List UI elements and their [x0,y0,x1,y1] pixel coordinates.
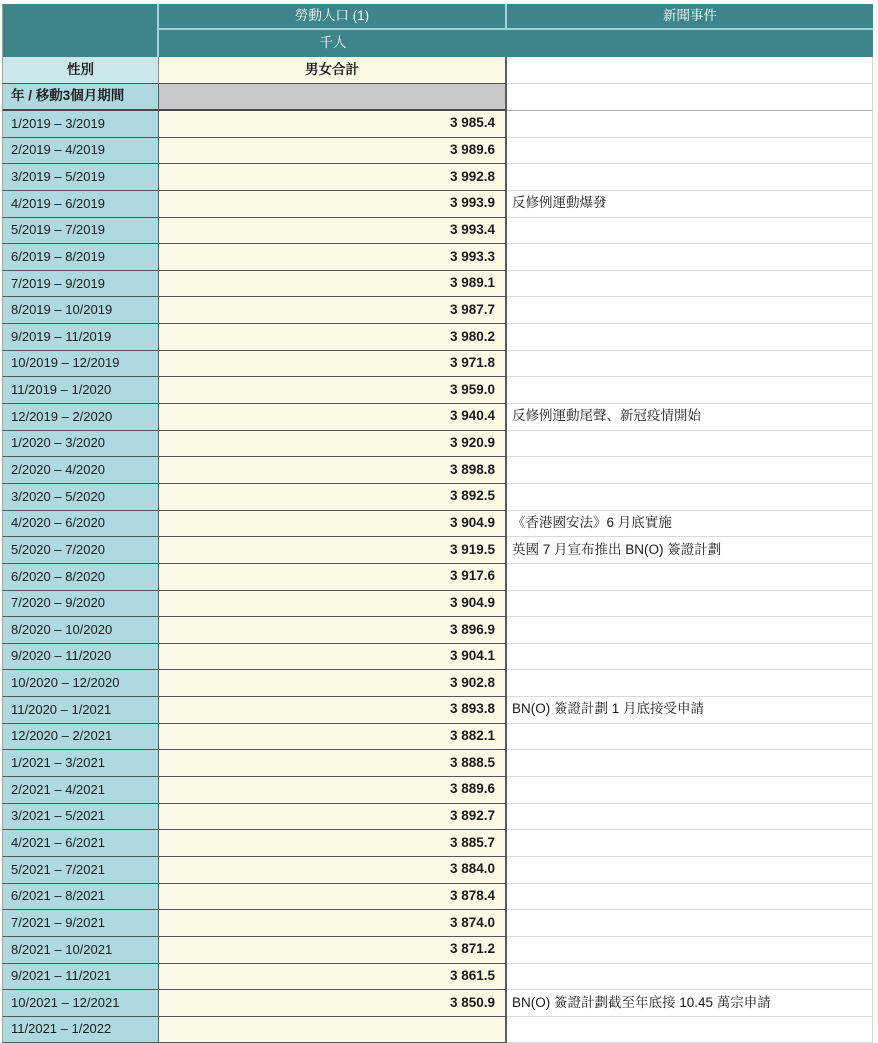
news-cell[interactable] [507,617,873,644]
period-cell[interactable]: 12/2020 – 2/2021 [2,724,159,751]
news-cell[interactable]: 《香港國安法》6 月底實施 [507,511,873,538]
period-cell[interactable]: 5/2019 – 7/2019 [2,218,159,245]
period-cell[interactable]: 3/2021 – 5/2021 [2,804,159,831]
news-cell[interactable]: BN(O) 簽證計劃截至年底接 10.45 萬宗申請 [507,990,873,1017]
period-cell[interactable]: 10/2021 – 12/2021 [2,990,159,1017]
period-cell[interactable]: 4/2020 – 6/2020 [2,511,159,538]
series-label-cell[interactable]: 男女合計 [159,57,507,84]
period-header-row [2,84,878,111]
news-unit-blank-cell[interactable] [507,30,873,57]
value-cell[interactable]: 3 993.3 [159,244,507,271]
news-cell[interactable] [507,484,873,511]
value-cell[interactable]: 3 987.7 [159,297,507,324]
value-cell[interactable] [159,1017,507,1043]
news-cell[interactable] [507,377,873,404]
period-cell[interactable]: 6/2021 – 8/2021 [2,884,159,911]
news-cell[interactable] [507,218,873,245]
period-cell[interactable]: 11/2021 – 1/2022 [2,1017,159,1043]
news-cell[interactable] [507,670,873,697]
news-cell[interactable] [507,351,873,378]
news-cell[interactable] [507,884,873,911]
period-cell[interactable]: 4/2019 – 6/2019 [2,191,159,218]
news-cell[interactable] [507,804,873,831]
table-row [2,431,878,458]
news-cell[interactable] [507,830,873,857]
period-cell[interactable]: 4/2021 – 6/2021 [2,830,159,857]
value-cell[interactable]: 3 985.4 [159,111,507,138]
news-cell[interactable]: 反修例運動尾聲、新冠疫情開始 [507,404,873,431]
corner-header-cell[interactable] [2,4,159,57]
news-cell[interactable] [507,564,873,591]
period-cell[interactable]: 10/2019 – 12/2019 [2,351,159,378]
period-cell[interactable]: 7/2020 – 9/2020 [2,591,159,618]
value-cell[interactable]: 3 861.5 [159,964,507,991]
news-cell[interactable] [507,431,873,458]
value-cell[interactable]: 3 882.1 [159,724,507,751]
period-cell[interactable]: 8/2020 – 10/2020 [2,617,159,644]
period-cell[interactable]: 7/2019 – 9/2019 [2,271,159,298]
value-cell[interactable]: 3 971.8 [159,351,507,378]
table-body [2,111,878,1043]
value-cell[interactable]: 3 993.9 [159,191,507,218]
table-row [2,297,878,324]
news-title-cell[interactable]: 新聞事件 [507,4,873,30]
value-cell[interactable]: 3 992.8 [159,164,507,191]
value-cell[interactable]: 3 993.4 [159,218,507,245]
value-cell[interactable]: 3 904.9 [159,591,507,618]
news-cell[interactable]: 反修例運動爆發 [507,191,873,218]
value-cell[interactable]: 3 959.0 [159,377,507,404]
table-row [2,750,878,777]
value-cell[interactable]: 3 874.0 [159,910,507,937]
value-cell[interactable]: 3 850.9 [159,990,507,1017]
table-row [2,644,878,671]
table-row [2,377,878,404]
sex-header-row [2,57,878,84]
period-cell[interactable]: 3/2020 – 5/2020 [2,484,159,511]
value-cell[interactable]: 3 884.0 [159,857,507,884]
news-cell[interactable] [507,271,873,298]
news-cell[interactable] [507,138,873,165]
table-row [2,324,878,351]
table-row [2,484,878,511]
period-cell[interactable]: 3/2019 – 5/2019 [2,164,159,191]
period-cell[interactable]: 11/2020 – 1/2021 [2,697,159,724]
news-cell[interactable] [507,111,873,138]
value-cell[interactable]: 3 904.9 [159,511,507,538]
period-cell[interactable]: 1/2020 – 3/2020 [2,431,159,458]
news-cell[interactable] [507,964,873,991]
news-cell[interactable] [507,324,873,351]
sex-row-news-blank-cell[interactable] [507,57,873,84]
table-row [2,404,878,431]
period-cell[interactable]: 9/2020 – 11/2020 [2,644,159,671]
period-cell[interactable]: 12/2019 – 2/2020 [2,404,159,431]
table-row [2,617,878,644]
table-row [2,111,878,138]
news-cell[interactable] [507,244,873,271]
table-row [2,351,878,378]
value-cell[interactable]: 3 878.4 [159,884,507,911]
table-row [2,164,878,191]
table-row [2,884,878,911]
table-row [2,804,878,831]
news-cell[interactable] [507,644,873,671]
value-cell[interactable]: 3 892.7 [159,804,507,831]
table-row [2,591,878,618]
table-row [2,218,878,245]
period-cell[interactable]: 6/2019 – 8/2019 [2,244,159,271]
news-cell[interactable] [507,1017,873,1043]
value-cell[interactable]: 3 917.6 [159,564,507,591]
period-cell[interactable]: 9/2021 – 11/2021 [2,964,159,991]
value-cell[interactable]: 3 888.5 [159,750,507,777]
period-cell[interactable]: 5/2021 – 7/2021 [2,857,159,884]
news-cell[interactable]: BN(O) 簽證計劃 1 月底接受申請 [507,697,873,724]
unit-cell[interactable]: 千人 [159,30,507,57]
value-cell[interactable]: 3 892.5 [159,484,507,511]
value-cell[interactable]: 3 889.6 [159,777,507,804]
table-row [2,564,878,591]
table-row [2,724,878,751]
news-cell[interactable] [507,724,873,751]
news-cell[interactable] [507,591,873,618]
table-header [2,4,878,57]
group-title-cell[interactable]: 勞動人口 (1) [159,4,507,30]
sex-label-cell[interactable]: 性別 [2,57,159,84]
value-cell[interactable]: 3 989.6 [159,138,507,165]
value-cell[interactable]: 3 904.1 [159,644,507,671]
period-cell[interactable]: 8/2021 – 10/2021 [2,937,159,964]
table-row [2,857,878,884]
table-row [2,670,878,697]
news-cell[interactable] [507,937,873,964]
period-cell[interactable]: 8/2019 – 10/2019 [2,297,159,324]
gray-blank-cell[interactable] [159,84,507,111]
value-cell[interactable]: 3 980.2 [159,324,507,351]
news-cell[interactable] [507,164,873,191]
table-row [2,191,878,218]
period-cell[interactable]: 1/2021 – 3/2021 [2,750,159,777]
period-cell[interactable]: 2/2021 – 4/2021 [2,777,159,804]
value-cell[interactable]: 3 893.8 [159,697,507,724]
news-cell[interactable] [507,750,873,777]
table-row [2,457,878,484]
news-cell[interactable] [507,457,873,484]
value-cell[interactable]: 3 885.7 [159,830,507,857]
period-axis-label-cell[interactable]: 年 / 移動3個月期間 [2,84,159,111]
period-cell[interactable]: 1/2019 – 3/2019 [2,111,159,138]
period-cell[interactable]: 9/2019 – 11/2019 [2,324,159,351]
value-cell[interactable]: 3 919.5 [159,537,507,564]
table-row [2,964,878,991]
news-cell[interactable]: 英國 7 月宣布推出 BN(O) 簽證計劃 [507,537,873,564]
value-cell[interactable]: 3 940.4 [159,404,507,431]
news-cell[interactable] [507,777,873,804]
table-row [2,244,878,271]
table-row [2,697,878,724]
table-row [2,271,878,298]
period-cell[interactable]: 7/2021 – 9/2021 [2,910,159,937]
period-cell[interactable]: 11/2019 – 1/2020 [2,377,159,404]
value-cell[interactable]: 3 898.8 [159,457,507,484]
value-cell[interactable]: 3 902.8 [159,670,507,697]
table-row [2,138,878,165]
table-row [2,511,878,538]
period-cell[interactable]: 6/2020 – 8/2020 [2,564,159,591]
period-cell[interactable]: 2/2019 – 4/2019 [2,138,159,165]
table-row [2,537,878,564]
period-cell[interactable]: 2/2020 – 4/2020 [2,457,159,484]
period-cell[interactable]: 10/2020 – 12/2020 [2,670,159,697]
table-row [2,830,878,857]
value-cell[interactable]: 3 920.9 [159,431,507,458]
table-row [2,1017,878,1043]
value-cell[interactable]: 3 896.9 [159,617,507,644]
table-row [2,910,878,937]
table-row [2,777,878,804]
table-row [2,937,878,964]
news-cell[interactable] [507,910,873,937]
news-cell[interactable] [507,297,873,324]
news-cell[interactable] [507,857,873,884]
value-cell[interactable]: 3 871.2 [159,937,507,964]
value-cell[interactable]: 3 989.1 [159,271,507,298]
table-row [2,990,878,1017]
period-row-news-blank-cell[interactable] [507,84,873,111]
period-cell[interactable]: 5/2020 – 7/2020 [2,537,159,564]
